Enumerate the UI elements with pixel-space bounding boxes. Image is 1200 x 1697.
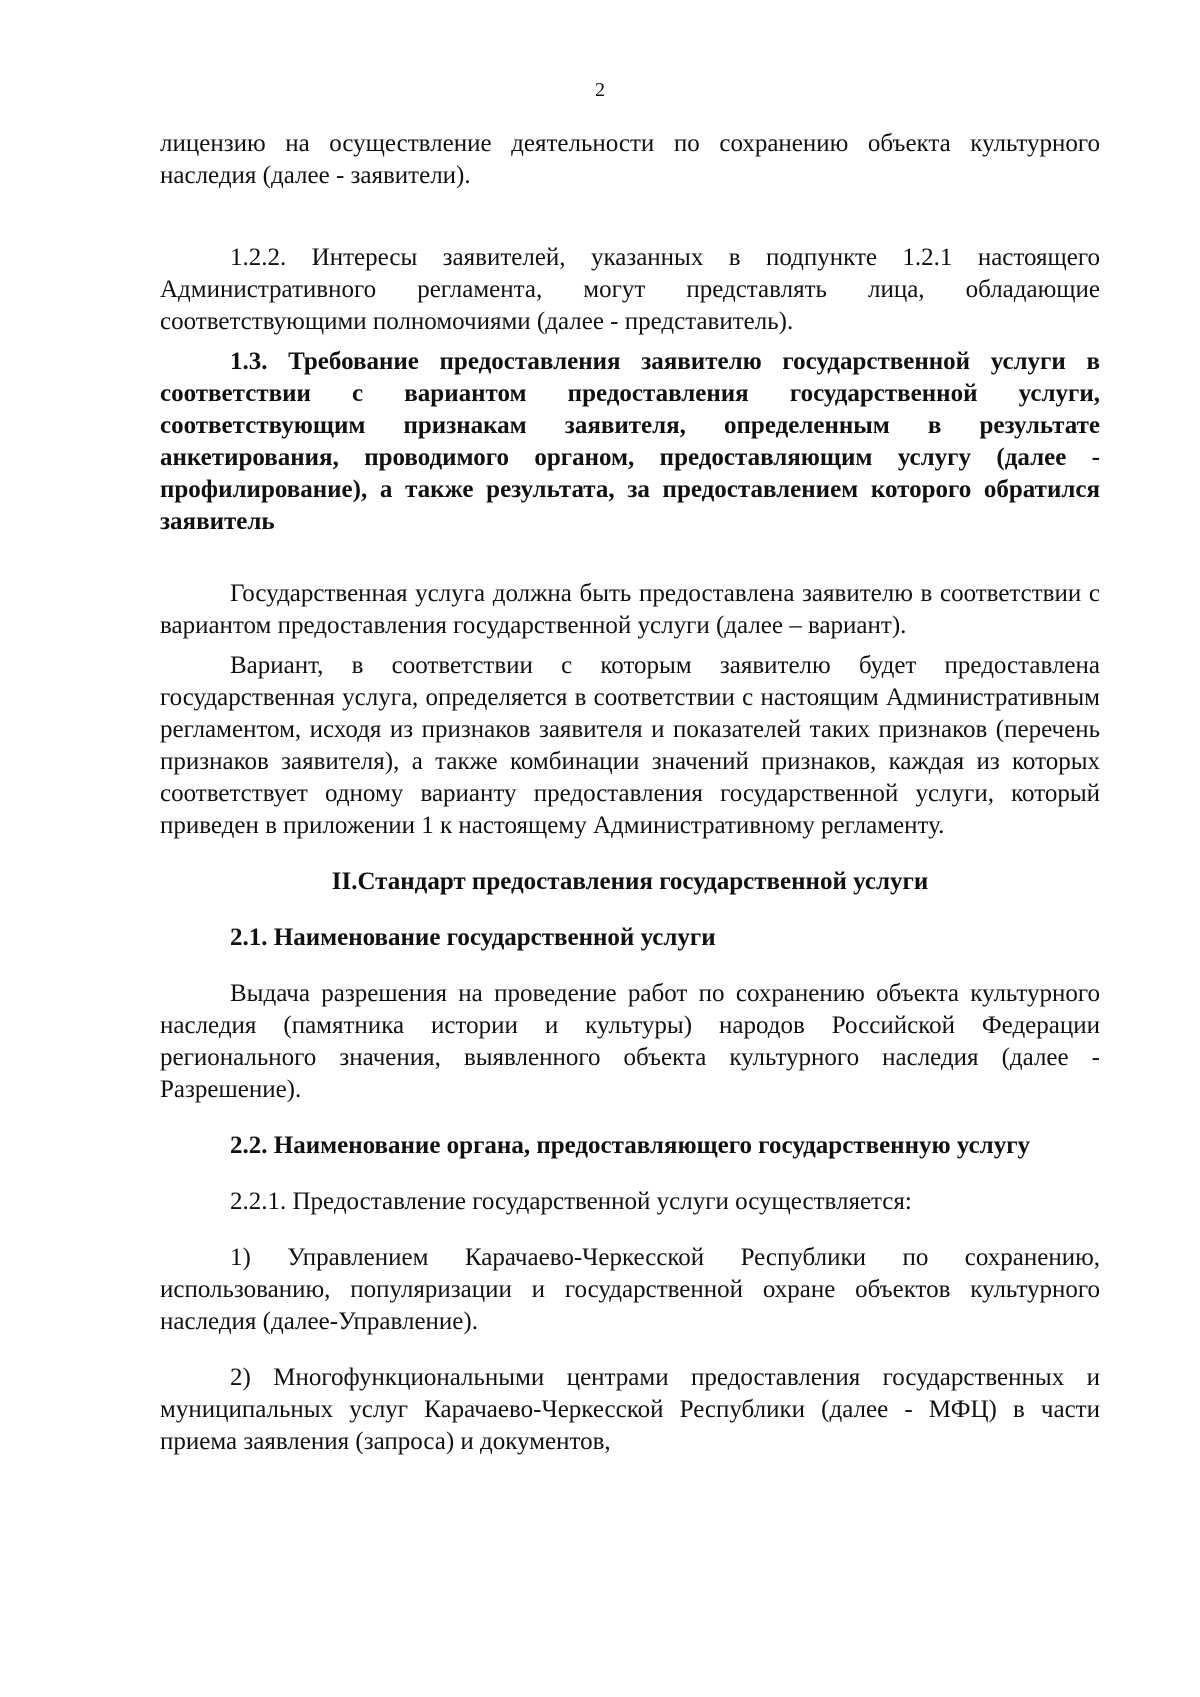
page-number: 2 — [595, 79, 605, 101]
paragraph-service-name: Выдача разрешения на проведение работ по сохранению объекта культурного наследия (памятника истории и культуры) народов Российской Федерации регионального значения, выявленного объекта культурного наследия (далее - Разрешение). — [160, 980, 1100, 1103]
paragraph-1-2-2: 1.2.2. Интересы заявителей, указанных в подпункте 1.2.1 настоящего Административного регламента, могут представлять лица, обладающие соответствующими полномочиями (далее - представитель). — [160, 244, 1100, 335]
paragraph-variant-definition: Вариант, в соответствии с которым заявителю будет предоставлена государственная услуга, определяется в соответствии с настоящим Административным регламентом, исходя из признаков заявителя и показателей таких признаков (перечень признаков заявителя), а также комбинации значений признаков, каждая из которых соответствует одному варианту предоставления государственной услуги, который приведен в приложении 1 к настоящему Административному регламенту. — [160, 652, 1100, 839]
paragraph-variant-intro: Государственная услуга должна быть предоставлена заявителю в соответствии с вариантом предоставления государственной услуги (далее – вариант). — [160, 580, 1100, 639]
paragraph-provider-2: 2) Многофункциональными центрами предоставления государственных и муниципальных услуг Карачаево-Черкесской Республики (далее - МФЦ) в части приема заявления (запроса) и документов, — [160, 1364, 1100, 1455]
heading-1-3: 1.3. Требование предоставления заявителю государственной услуги в соответствии с вариантом предоставления государственной услуги, соответствующим признакам заявителя, определенным в результате анкетирования, проводимого органом, предоставляющим услугу (далее - профилирование), а также результата, за предоставлением которого обратился заявитель — [160, 348, 1100, 535]
heading-2-1: 2.1. Наименование государственной услуги — [230, 924, 716, 951]
document-body — [160, 128, 1100, 1458]
paragraph-provider-1: 1) Управлением Карачаево-Черкесской Республики по сохранению, использованию, популяризации и государственной охране объектов культурного наследия (далее-Управление). — [160, 1244, 1100, 1335]
heading-2-2: 2.2. Наименование органа, предоставляющего государственную услугу — [230, 1132, 1031, 1159]
paragraph-2-2-1: 2.2.1. Предоставление государственной услуги осуществляется: — [230, 1188, 912, 1215]
heading-section-2: II.Стандарт предоставления государственной услуги — [331, 868, 929, 895]
paragraph-applicants-continuation: лицензию на осуществление деятельности по сохранению объекта культурного наследия (далее - заявители). — [160, 130, 1100, 189]
